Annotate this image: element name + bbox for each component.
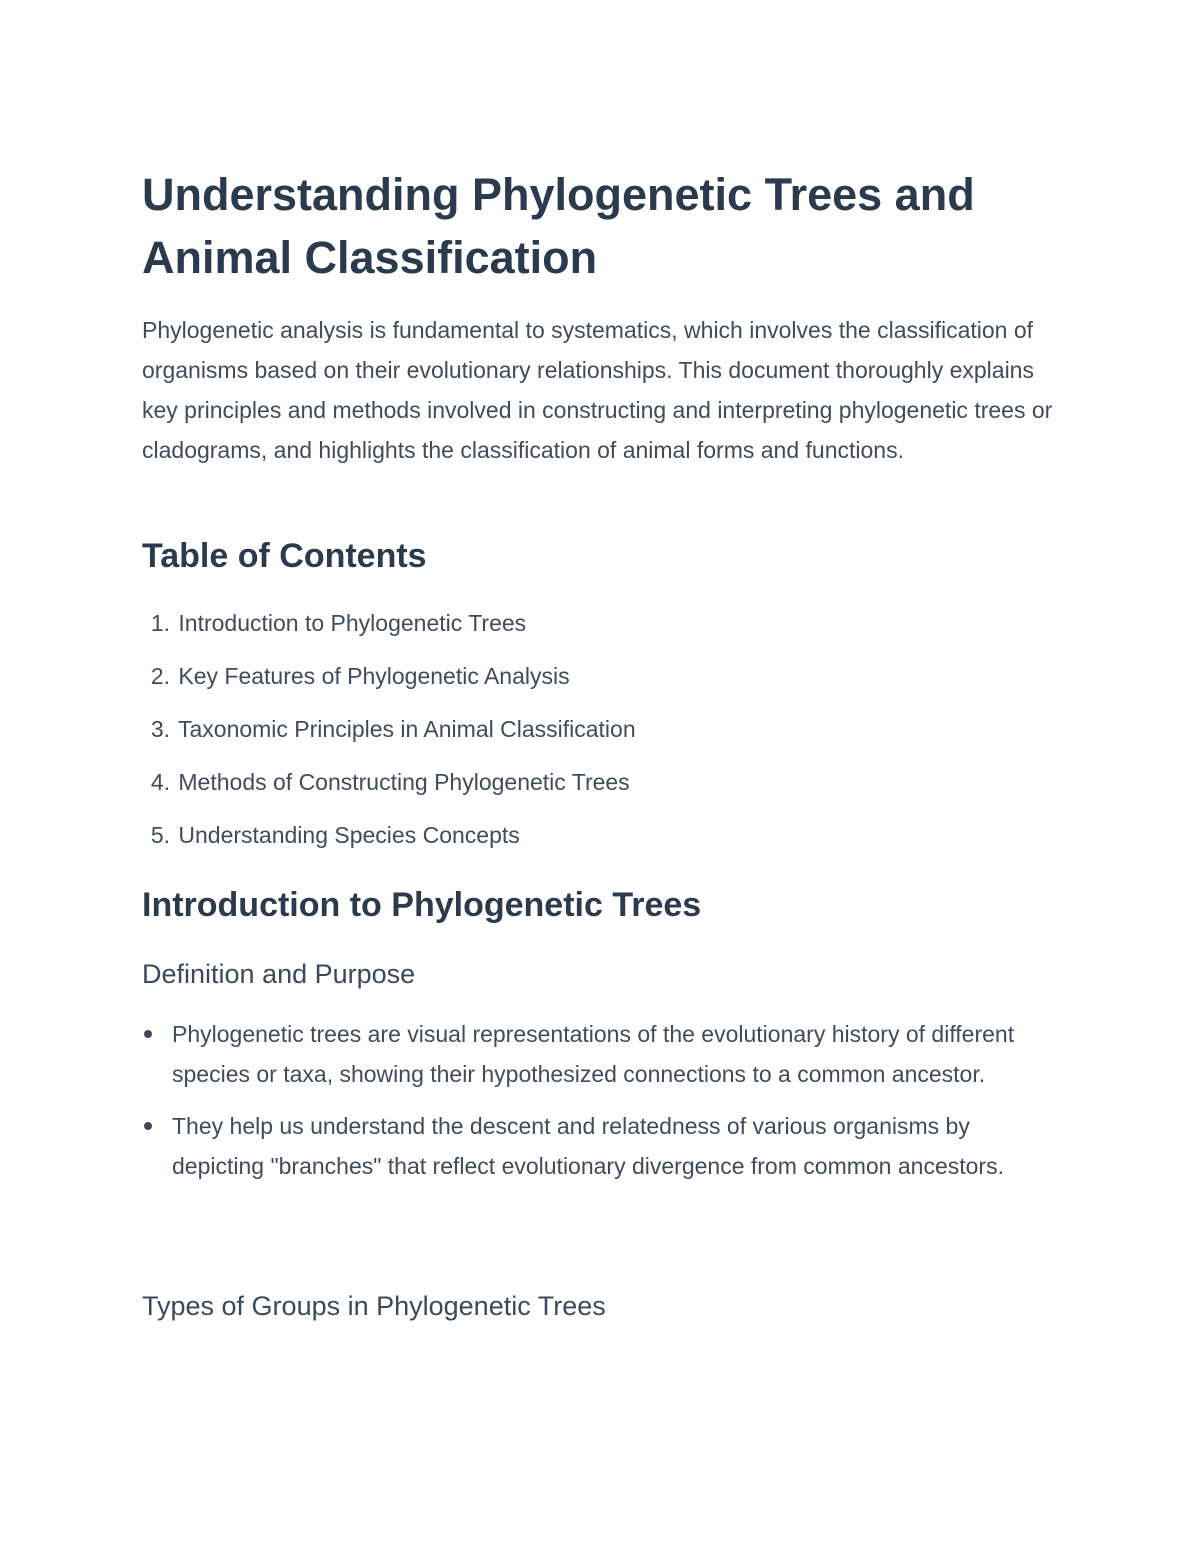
intro-paragraph: Phylogenetic analysis is fundamental to systematics, which involves the classification of organisms based on their evolutionary relationships. This document thoroughly explains key principles and methods involved in constructing and interpreting phylogenetic trees or cladograms, and highlights the classification of animal forms and functions. [142, 317, 1053, 463]
toc-label: Key Features of Phylogenetic Analysis [178, 663, 570, 689]
table-of-contents [142, 597, 1057, 862]
toc-number: 3. [150, 716, 170, 742]
list-item-text: Phylogenetic trees are visual representations of the evolutionary history of different species or taxa, showing their hypothesized connections to a common ancestor. [172, 1021, 1015, 1087]
toc-number: 5. [150, 822, 170, 848]
subsection-heading: Definition and Purpose [142, 959, 416, 989]
toc-label: Introduction to Phylogenetic Trees [178, 610, 527, 636]
toc-item[interactable] [142, 650, 1057, 703]
subsection-heading: Types of Groups in Phylogenetic Trees [142, 1291, 606, 1321]
bullet-icon [144, 1122, 152, 1130]
document-title: Understanding Phylogenetic Trees and Animal Classification [142, 169, 975, 283]
bullet-list [142, 1014, 1057, 1198]
list-item [142, 1106, 1057, 1186]
list-item [142, 1014, 1057, 1094]
section-heading: Introduction to Phylogenetic Trees [142, 886, 702, 924]
toc-number: 1. [150, 610, 170, 636]
bullet-icon [144, 1030, 152, 1038]
toc-item[interactable] [142, 597, 1057, 650]
list-item-text: They help us understand the descent and relatedness of various organisms by depicting "branches" that reflect evolutionary divergence from common ancestors. [172, 1113, 1004, 1179]
toc-label: Methods of Constructing Phylogenetic Trees [178, 769, 630, 795]
toc-heading: Table of Contents [142, 537, 427, 575]
toc-item[interactable] [142, 809, 1057, 862]
toc-number: 4. [150, 769, 170, 795]
toc-label: Understanding Species Concepts [178, 822, 520, 848]
toc-item[interactable] [142, 703, 1057, 756]
toc-number: 2. [150, 663, 170, 689]
toc-label: Taxonomic Principles in Animal Classification [177, 716, 636, 742]
toc-item[interactable] [142, 756, 1057, 809]
